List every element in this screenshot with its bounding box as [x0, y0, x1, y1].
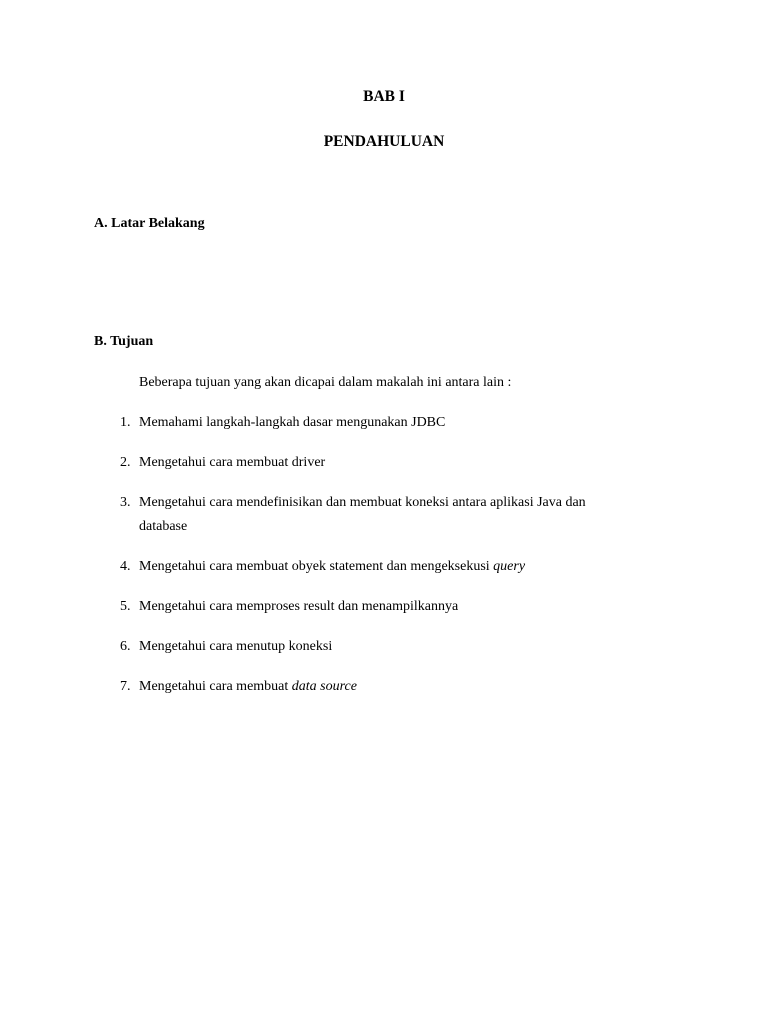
list-item-number: 1. — [120, 415, 131, 430]
list-item-number: 4. — [120, 559, 131, 574]
list-item-text: Mengetahui cara mendefinisikan dan membuat koneksi antara aplikasi Java dan — [139, 495, 586, 510]
list-item-text: Memahami langkah-langkah dasar mengunakan JDBC — [139, 415, 446, 430]
list-item-italic-term: data source — [291, 679, 357, 694]
list-item-number: 3. — [120, 495, 131, 510]
intro-paragraph: Beberapa tujuan yang akan dicapai dalam makalah ini antara lain : — [139, 375, 512, 390]
list-item-italic-term: query — [493, 559, 526, 574]
list-item — [120, 495, 586, 511]
chapter-title: PENDAHULUAN — [323, 133, 445, 150]
list-item — [120, 415, 445, 431]
list-item-continuation: database — [139, 519, 188, 534]
list-item-text: Mengetahui cara menutup koneksi — [139, 639, 333, 654]
chapter-number: BAB I — [363, 88, 405, 105]
list-item-number: 5. — [120, 599, 131, 614]
list-item — [120, 455, 325, 471]
list-item-text: Mengetahui cara membuat driver — [139, 455, 326, 470]
list-item-text: Mengetahui cara membuat — [139, 679, 292, 694]
list-item — [120, 679, 357, 695]
section-heading-latar-belakang: A. Latar Belakang — [94, 216, 205, 231]
list-item-number: 2. — [120, 455, 131, 470]
section-heading-tujuan: B. Tujuan — [94, 334, 154, 349]
list-item — [120, 599, 458, 615]
list-item-text: Mengetahui cara memproses result dan menampilkannya — [139, 599, 459, 614]
list-item — [120, 639, 332, 655]
list-item-number: 7. — [120, 679, 131, 694]
list-item — [120, 559, 525, 575]
list-item-number: 6. — [120, 639, 131, 654]
list-item-text: Mengetahui cara membuat obyek statement dan mengeksekusi — [139, 559, 494, 574]
